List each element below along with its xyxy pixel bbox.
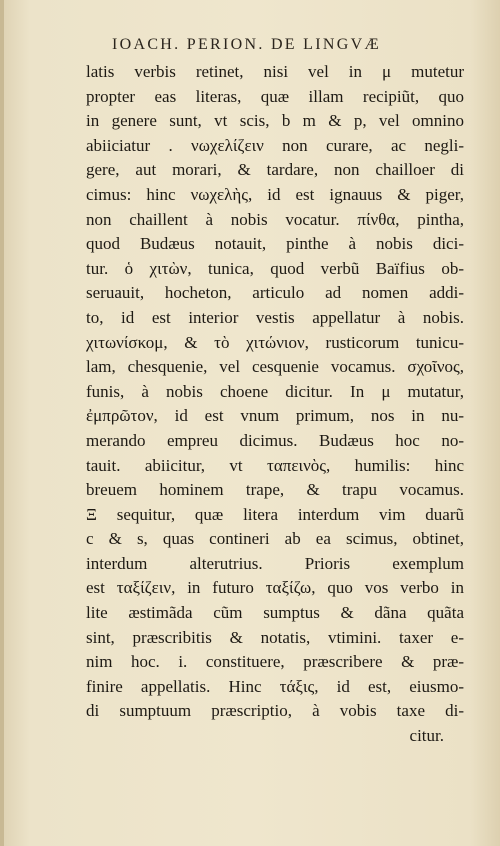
text-line: abiiciatur . νωχελίζειν non curare, ac negli-: [86, 135, 464, 155]
body-text: [86, 60, 464, 749]
text-line: merando empreu dicimus. Budæus hoc no-: [86, 430, 464, 450]
text-line: ἐμπρῶτον, id est vnum primum, nos in nu-: [86, 406, 464, 426]
text-line: propter eas literas, quæ illam recipiũt, quo: [86, 86, 464, 106]
text-line: lam, chesquenie, vel cesquenie vocamus. σχοῖνος,: [86, 357, 464, 377]
text-line: est ταξίζειν, in futuro ταξίζω, quo vos verbo in: [86, 578, 464, 598]
text-line: sint, præscribitis & notatis, vtimini. taxer e-: [86, 627, 464, 647]
text-line: tur. ὁ χιτὼν, tunica, quod verbũ Baïfius ob-: [86, 258, 464, 278]
text-line: Ξ sequitur, quæ litera interdum vim duarũ: [86, 504, 464, 524]
text-line: to, id est interior vestis appellatur à nobis.: [86, 307, 464, 327]
text-line: latis verbis retinet, nisi vel in μ mutetur: [86, 62, 464, 81]
text-line-final: citur.: [409, 726, 444, 746]
text-line: funis, à nobis choene dicitur. In μ mutatur,: [86, 381, 464, 401]
text-line: gere, aut morari, & tardare, non chailloer di: [86, 160, 464, 180]
text-line: di sumptuum præscriptio, à vobis taxe di-: [86, 701, 464, 721]
text-line: interdum alterutrius. Prioris exemplum: [86, 553, 464, 573]
text-line: breuem hominem trape, & trapu vocamus.: [86, 480, 464, 500]
text-line: lite æstimãda cũm sumptus & dãna quãta: [86, 603, 464, 623]
page-edge: [0, 0, 4, 846]
text-line: quod Budæus notauit, pinthe à nobis dici-: [86, 234, 464, 254]
text-line: tauit. abiicitur, vt ταπεινὸς, humilis: hinc: [86, 455, 464, 475]
text-line: χιτωνίσκομ, & τὸ χιτώνιον, rusticorum tunicu-: [86, 332, 464, 352]
running-header: IOACH. PERION. DE LINGVÆ: [112, 36, 381, 53]
text-line: in genere sunt, vt scis, b m & p, vel omnino: [86, 111, 464, 131]
text-line: finire appellatis. Hinc τάξις, id est, eiusmo-: [86, 676, 464, 696]
text-line: seruauit, hocheton, articulo ad nomen addi-: [86, 283, 464, 303]
text-line: c & s, quas contineri ab ea scimus, obtinet,: [86, 529, 464, 549]
text-line: nim hoc. i. constituere, præscribere & præ-: [86, 652, 464, 672]
text-line: cimus: hinc νωχελὴς, id est ignauus & piger,: [86, 184, 464, 204]
text-line: non chaillent à nobis vocatur. πίνθα, pintha,: [86, 209, 464, 229]
